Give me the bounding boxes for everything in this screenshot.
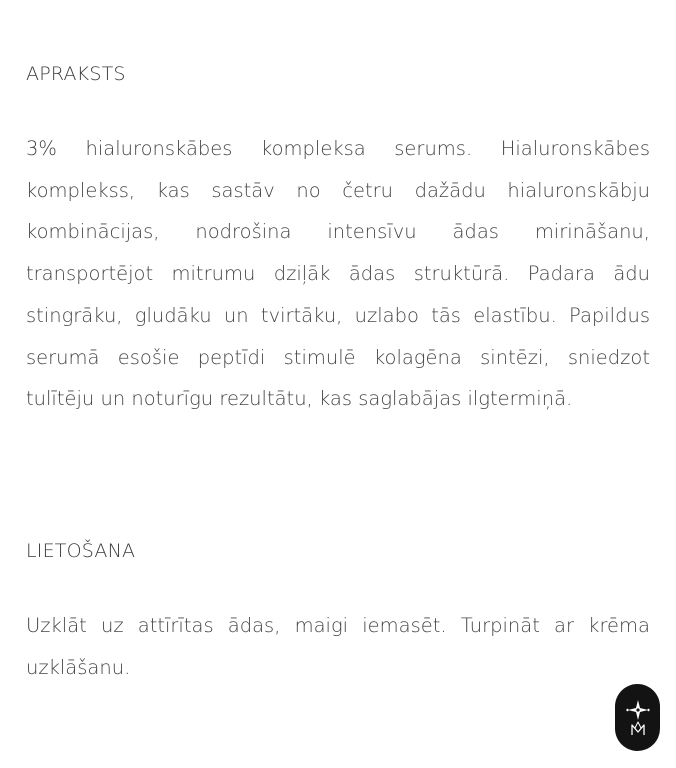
description-heading: APRAKSTS — [26, 63, 126, 85]
usage-text: Uzklāt uz attīrītas ādas, maigi iemasēt. Turpināt ar krēma uzklāšanu. — [26, 614, 650, 679]
brand-logo-icon — [623, 695, 653, 741]
usage-heading: LIETOŠANA — [26, 540, 136, 562]
floating-brand-button[interactable] — [615, 684, 660, 751]
description-text: 3% hialuronskābes kompleksa serums. Hialuronskābes komplekss, kas sastāv no četru dažādu hialuronskābju kombinācijas, nodrošina intensīvu ādas mirināšanu, transportējot mitrumu dziļāk ādas struktūrā. Padara ādu stingrāku, gludāku un tvirtāku, uzlabo tās elastību. Papildus serumā esošie peptīdi stimulē kolagēna sintēzi, sniedzot tulītēju un noturīgu rezultātu, kas saglabājas ilgtermiņā. — [26, 137, 650, 411]
